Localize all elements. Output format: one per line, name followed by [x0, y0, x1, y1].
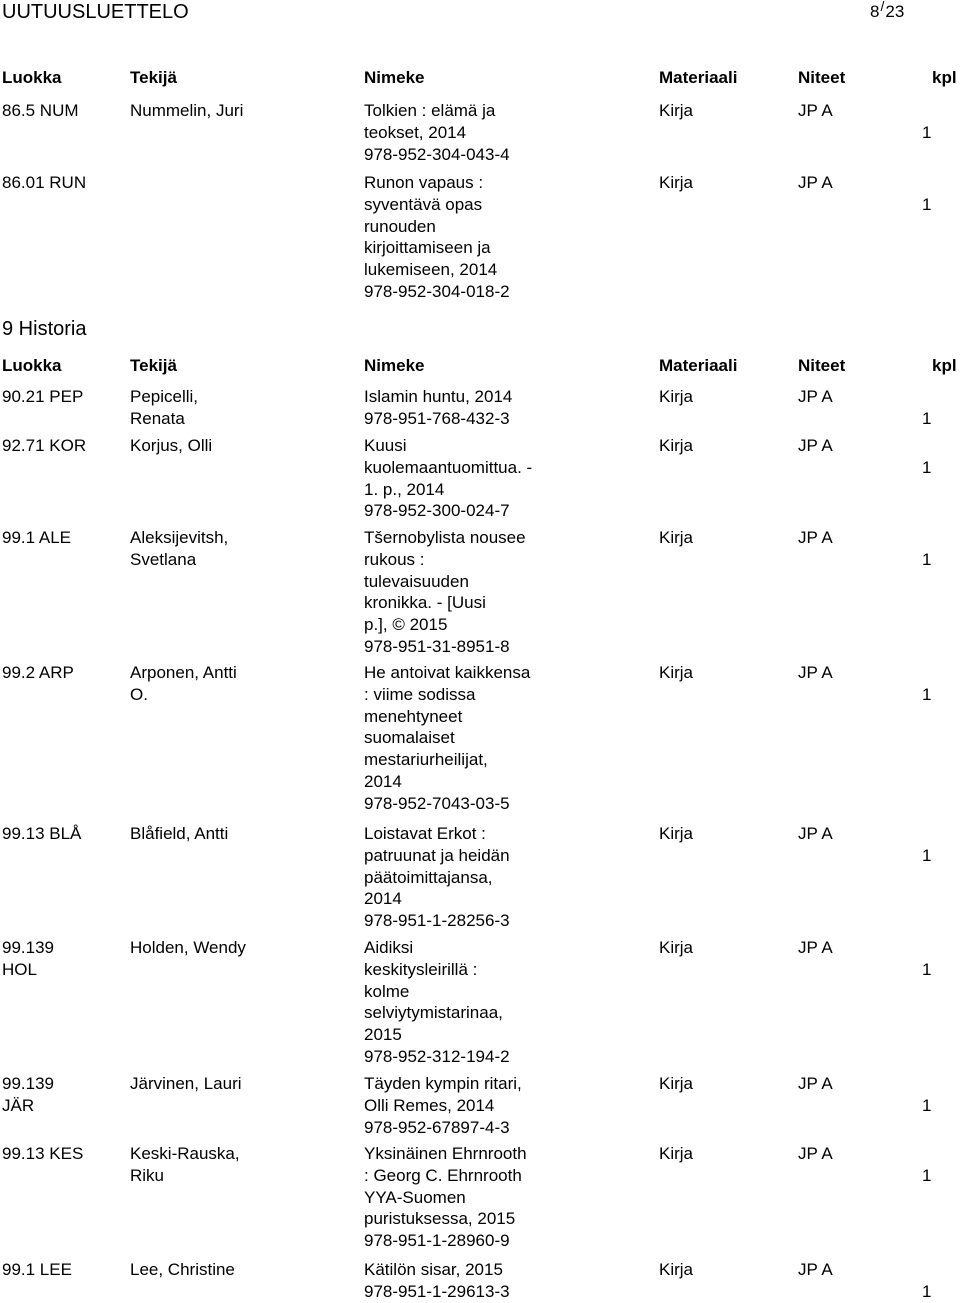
nimeke-cell: Tšernobylista nousee	[364, 528, 526, 547]
materiaali-cell: Kirja	[659, 528, 694, 547]
materiaali-cell: Kirja	[659, 938, 694, 957]
nimeke-cell: runouden	[364, 216, 436, 236]
tekija-cell: Arponen, Antti	[130, 663, 237, 682]
header-kpl: kpl	[932, 68, 957, 87]
luokka-cell: 99.139	[2, 938, 54, 957]
total-pages: 23	[885, 2, 905, 21]
header-tekija: Tekijä	[130, 356, 177, 375]
nimeke-cell: : viime sodissa	[364, 684, 476, 704]
tekija-cell: Blåfield, Antti	[130, 824, 229, 843]
nimeke-cell: Loistavat Erkot :	[364, 824, 486, 843]
luokka-cell: HOL	[2, 959, 37, 979]
kpl-cell: 1	[922, 1095, 932, 1115]
nimeke-cell: rukous :	[364, 549, 425, 569]
kpl-cell: 1	[922, 549, 932, 569]
tekija-cell: Aleksijevitsh,	[130, 528, 229, 547]
nimeke-cell: kolme	[364, 981, 410, 1001]
nimeke-cell: syventävä opas	[364, 194, 483, 214]
nimeke-cell: 978-952-67897-4-3	[364, 1117, 510, 1137]
nimeke-cell: suomalaiset	[364, 728, 455, 748]
kpl-cell: 1	[922, 845, 932, 865]
nimeke-cell: 978-952-312-194-2	[364, 1047, 510, 1066]
nimeke-cell: 2014	[364, 889, 402, 909]
kpl-cell: 1	[922, 684, 932, 704]
tekija-cell: O.	[130, 684, 148, 704]
nimeke-cell: selviytymistarinaa,	[364, 1003, 503, 1023]
materiaali-cell: Kirja	[659, 1260, 694, 1279]
nimeke-cell: tulevaisuuden	[364, 571, 469, 591]
nimeke-cell: 2014	[364, 772, 402, 791]
nimeke-cell: mestariurheilijat,	[364, 750, 488, 770]
header-tekija: Tekijä	[130, 68, 177, 87]
header-nimeke: Nimeke	[364, 356, 425, 375]
nimeke-cell: YYA-Suomen	[364, 1187, 466, 1207]
materiaali-cell: Kirja	[659, 663, 694, 682]
tekija-cell: Svetlana	[130, 549, 197, 569]
niteet-cell: JP A	[798, 824, 833, 843]
materiaali-cell: Kirja	[659, 101, 694, 120]
header-materiaali: Materiaali	[659, 356, 738, 375]
header-materiaali: Materiaali	[659, 68, 738, 87]
luokka-cell: 99.13 KES	[2, 1144, 84, 1163]
materiaali-cell: Kirja	[659, 1074, 694, 1093]
nimeke-cell: patruunat ja heidän	[364, 845, 510, 865]
header-kpl: kpl	[932, 356, 957, 375]
nimeke-cell: 978-951-1-29613-3	[364, 1281, 510, 1301]
nimeke-cell: Aidiksi	[364, 938, 414, 957]
niteet-cell: JP A	[798, 387, 833, 406]
nimeke-cell: Kätilön sisar, 2015	[364, 1260, 503, 1279]
nimeke-cell: Täyden kympin ritari,	[364, 1074, 522, 1093]
page-number	[870, 0, 904, 24]
nimeke-cell: He antoivat kaikkensa	[364, 663, 531, 682]
luokka-cell: 86.01 RUN	[2, 173, 87, 192]
header-niteet: Niteet	[798, 68, 846, 87]
nimeke-cell: 978-951-1-28960-9	[364, 1231, 510, 1251]
niteet-cell: JP A	[798, 528, 833, 547]
nimeke-cell: Runon vapaus :	[364, 173, 484, 192]
nimeke-cell: 978-952-304-043-4	[364, 144, 510, 164]
nimeke-cell: teokset, 2014	[364, 122, 467, 142]
nimeke-cell: puristuksessa, 2015	[364, 1209, 516, 1229]
nimeke-cell: päätoimittajansa,	[364, 867, 493, 887]
niteet-cell: JP A	[798, 938, 833, 957]
niteet-cell: JP A	[798, 1144, 833, 1163]
nimeke-cell: Yksinäinen Ehrnrooth	[364, 1144, 527, 1163]
materiaali-cell: Kirja	[659, 436, 694, 455]
tekija-cell: Korjus, Olli	[130, 436, 213, 455]
luokka-cell: 92.71 KOR	[2, 436, 87, 455]
nimeke-cell: p.], © 2015	[364, 615, 448, 635]
luokka-cell: 99.2 ARP	[2, 663, 74, 682]
kpl-cell: 1	[922, 1165, 932, 1185]
kpl-cell: 1	[922, 408, 932, 428]
nimeke-cell: kuolemaantuomittua. -	[364, 457, 533, 477]
nimeke-cell: Tolkien : elämä ja	[364, 101, 496, 120]
kpl-cell: 1	[922, 194, 932, 214]
document-title: UUTUUSLUETTELO	[2, 1, 189, 23]
kpl-cell: 1	[922, 457, 932, 477]
nimeke-cell: menehtyneet	[364, 706, 463, 726]
nimeke-cell: kronikka. - [Uusi	[364, 593, 486, 613]
tekija-cell: Renata	[130, 408, 185, 428]
header-luokka: Luokka	[2, 68, 62, 87]
luokka-cell: 99.13 BLÅ	[2, 824, 82, 843]
niteet-cell: JP A	[798, 173, 833, 192]
luokka-cell: JÄR	[2, 1095, 35, 1115]
page-separator: /	[880, 0, 885, 14]
materiaali-cell: Kirja	[659, 173, 694, 192]
niteet-cell: JP A	[798, 1260, 833, 1279]
niteet-cell: JP A	[798, 101, 833, 120]
nimeke-cell: keskitysleirillä :	[364, 959, 478, 979]
nimeke-cell: Olli Remes, 2014	[364, 1095, 495, 1115]
luokka-cell: 99.1 LEE	[2, 1260, 72, 1279]
nimeke-cell: kirjoittamiseen ja	[364, 238, 491, 258]
current-page: 8	[870, 2, 880, 21]
luokka-cell: 90.21 PEP	[2, 387, 84, 406]
header-nimeke: Nimeke	[364, 68, 425, 87]
nimeke-cell: 978-952-304-018-2	[364, 282, 510, 301]
nimeke-cell: 978-952-300-024-7	[364, 501, 510, 521]
niteet-cell: JP A	[798, 663, 833, 682]
section-heading: 9 Historia	[2, 318, 87, 340]
kpl-cell: 1	[922, 1281, 932, 1301]
kpl-cell: 1	[922, 959, 932, 979]
nimeke-cell: 978-951-31-8951-8	[364, 637, 510, 656]
header-niteet: Niteet	[798, 356, 846, 375]
materiaali-cell: Kirja	[659, 387, 694, 406]
header-luokka: Luokka	[2, 356, 62, 375]
nimeke-cell: 1. p., 2014	[364, 479, 445, 499]
niteet-cell: JP A	[798, 436, 833, 455]
tekija-cell: Lee, Christine	[130, 1260, 235, 1279]
tekija-cell: Keski-Rauska,	[130, 1144, 240, 1163]
nimeke-cell: 2015	[364, 1025, 402, 1045]
tekija-cell: Nummelin, Juri	[130, 101, 244, 120]
tekija-cell: Järvinen, Lauri	[130, 1074, 242, 1093]
luokka-cell: 86.5 NUM	[2, 101, 79, 120]
nimeke-cell: 978-951-768-432-3	[364, 408, 510, 428]
nimeke-cell: lukemiseen, 2014	[364, 260, 498, 280]
luokka-cell: 99.139	[2, 1074, 54, 1093]
niteet-cell: JP A	[798, 1074, 833, 1093]
nimeke-cell: 978-952-7043-03-5	[364, 793, 510, 813]
nimeke-cell: 978-951-1-28256-3	[364, 911, 510, 931]
nimeke-cell: Kuusi	[364, 436, 407, 455]
materiaali-cell: Kirja	[659, 1144, 694, 1163]
tekija-cell: Riku	[130, 1165, 165, 1185]
tekija-cell: Pepicelli,	[130, 387, 199, 406]
luokka-cell: 99.1 ALE	[2, 528, 72, 547]
kpl-cell: 1	[922, 122, 932, 142]
tekija-cell: Holden, Wendy	[130, 938, 246, 957]
materiaali-cell: Kirja	[659, 824, 694, 843]
nimeke-cell: Islamin huntu, 2014	[364, 387, 513, 406]
nimeke-cell: : Georg C. Ehrnrooth	[364, 1165, 522, 1185]
